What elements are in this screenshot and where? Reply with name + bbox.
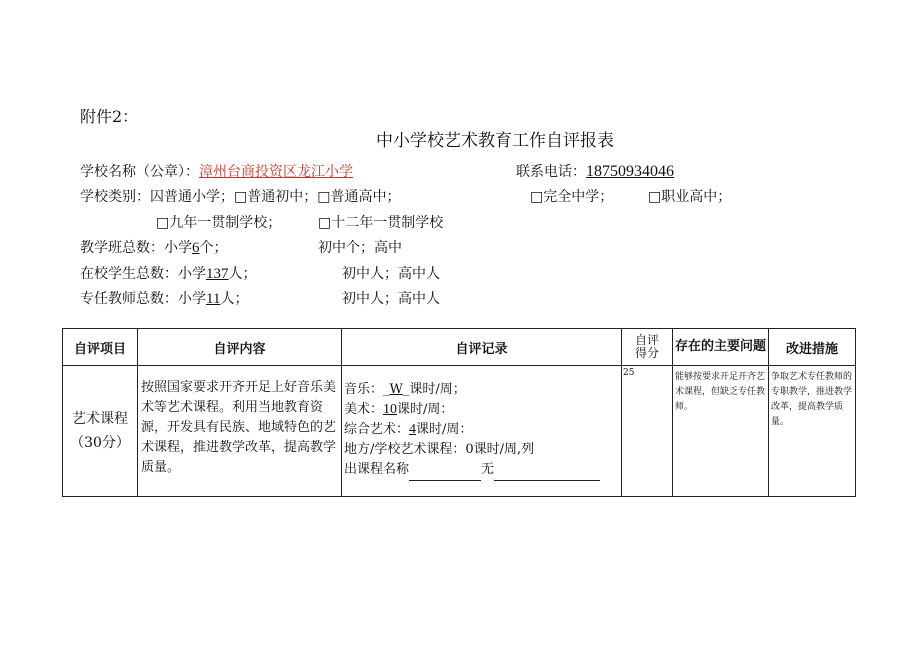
category-complete: □完全中学； [530, 189, 614, 205]
category-junior: □普通初中； [234, 189, 318, 205]
table-row [63, 366, 856, 497]
students-unit: 人； [228, 266, 257, 282]
classes-unit: 个； [199, 240, 228, 256]
record-course: 出课程名称 无 [344, 460, 619, 481]
record-music: 音乐：_W_课时/周； [344, 382, 466, 397]
header-content: 自评内容 [138, 329, 342, 366]
header-measures: 改进措施 [769, 329, 856, 366]
project-cell [63, 366, 138, 497]
content-cell: 按照国家要求开齐开足上好音乐美术等艺术课程。利用当地教育资源，开发具有民族、地域特色的艺术课程，推进教学改革，提高教学质量。 [138, 366, 342, 497]
problems-cell: 能够按要求开足开齐艺术课程，但缺乏专任教师。 [673, 366, 769, 497]
page-title: 中小学校艺术教育工作自评报表 [376, 131, 614, 151]
school-name-label: 学校名称（公章）： [80, 164, 199, 180]
category-label: 学校类别： [80, 189, 150, 205]
attachment-label: 附件2： [80, 107, 139, 126]
header-record: 自评记录 [342, 329, 622, 366]
classes-value: 6 [192, 240, 200, 256]
measures-cell: 争取艺术专任教师的专职教学，推进教学改革，提高教学质量。 [769, 366, 856, 497]
teachers-rest: 初中人；高中人 [342, 291, 440, 307]
phone-value: 18750934046 [586, 163, 674, 180]
record-art: 美术：10课时/周： [344, 402, 454, 417]
self-evaluation-table [62, 328, 856, 497]
students-label: 在校学生总数：小学 [80, 266, 206, 282]
score-cell: 25 [622, 366, 673, 497]
teachers-unit: 人； [220, 291, 249, 307]
category-row [80, 186, 400, 206]
record-comprehensive: 综合艺术：4课时/周： [344, 422, 473, 437]
teachers-value: 11 [206, 291, 221, 307]
project-name: 艺术课程 [72, 411, 128, 427]
project-points: （30分） [70, 435, 130, 451]
category-senior: □普通高中； [317, 189, 401, 205]
table-header-row [63, 329, 856, 366]
school-name-row [80, 161, 353, 181]
classes-row [80, 237, 228, 257]
header-score-line1: 自评 [634, 333, 659, 347]
category-nine-year: □九年一贯制学校； [156, 215, 282, 231]
category-twelve-year: □十二年一贯制学校 [318, 215, 444, 231]
classes-rest: 初中个；高中 [318, 240, 402, 256]
record-cell [342, 366, 622, 497]
students-rest: 初中人；高中人 [342, 266, 440, 282]
header-project: 自评项目 [63, 329, 138, 366]
category-primary: 囚普通小学； [150, 189, 234, 205]
teachers-row [80, 288, 248, 308]
header-score [622, 329, 673, 366]
students-row [80, 263, 257, 283]
school-name-value: 漳州台商投资区龙江小学 [199, 164, 353, 180]
phone-label: 联系电话： [516, 164, 586, 180]
category-vocational: □职业高中； [648, 189, 732, 205]
students-value: 137 [206, 266, 229, 282]
teachers-label: 专任教师总数：小学 [80, 291, 206, 307]
header-problems: 存在的主要问题 [673, 329, 769, 366]
header-score-line2: 得分 [634, 346, 659, 360]
classes-label: 教学班总数：小学 [80, 240, 192, 256]
record-local: 地方/学校艺术课程：0课时/周,列 [344, 442, 535, 457]
phone-row [516, 161, 674, 181]
